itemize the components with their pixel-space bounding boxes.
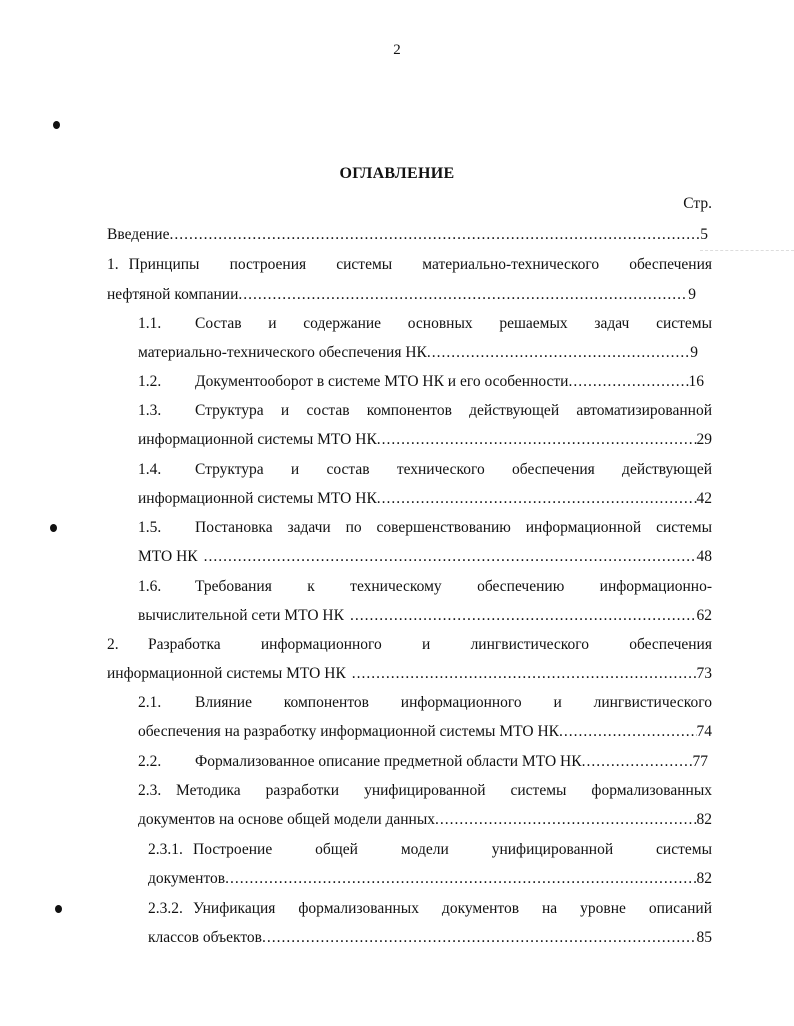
margin-bullet-icon [55,905,62,913]
toc-entry-page: 9 [688,286,696,303]
toc-entry-1-5-line2 [138,546,712,568]
dot-leader [225,868,696,890]
toc-entry-page: 42 [696,490,712,507]
toc-entry-2-3-2-line2 [148,927,712,949]
toc-entry-text: вычислительной сети МТО НК [138,607,344,624]
toc-entry-text: документов [148,870,226,887]
toc-entry-text: МТО НК [138,548,198,565]
margin-bullet-icon [50,524,57,532]
toc-entry-1-line1 [107,254,712,276]
dot-leader [568,371,688,393]
toc-entry-page: 82 [696,811,712,828]
toc-entry-text: Унификация формализованных документов на уровне описаний [193,900,712,917]
toc-entry-text: Постановка задачи по совершенствованию информационной системы [195,519,712,536]
toc-entry-text: Состав и содержание основных решаемых задач системы [195,315,712,332]
toc-entry-number: 2.2. [138,753,162,770]
toc-entry-number: 2.3.2. [148,900,183,917]
toc-entry-number: 1.2. [138,373,162,390]
dot-leader [352,663,697,685]
dot-leader [582,751,693,773]
toc-entry-page: 16 [688,373,704,390]
toc-entry-text: Формализованное описание предметной области МТО НК [195,753,582,770]
toc-entry-number: 1. [107,256,119,273]
dot-leader [377,488,697,510]
toc-entry-1-5-line1 [138,517,712,539]
toc-entry-page: 29 [696,431,712,448]
toc-entry-page: 82 [696,870,712,887]
page-number: 2 [393,42,401,58]
toc-entry-text: классов объектов [148,929,262,946]
toc-entry-text: Методика разработки унифицированной системы формализованных [176,782,712,799]
dot-leader [377,429,697,451]
toc-entry-number: 1.6. [138,578,162,595]
toc-entry-number: 1.5. [138,519,162,536]
toc-entry-number: 2.3.1. [148,841,183,858]
dot-leader [262,927,697,949]
toc-entry-page: 48 [696,548,712,565]
toc-entry-2-2 [138,751,708,773]
toc-entry-number: 2.1. [138,694,162,711]
toc-entry-2-line1 [107,634,712,656]
toc-entry-text: Структура и состав технического обеспечения действующей [195,461,712,478]
toc-entry-1-4-line2 [138,488,712,510]
toc-entry-text: Документооборот в системе МТО НК и его особенности [195,373,569,390]
toc-entry-number: 1.3. [138,402,162,419]
dot-leader [204,546,697,568]
toc-entry-text: Влияние компонентов информационного и лингвистического [195,694,712,711]
toc-entry-number: 2. [107,636,119,653]
scan-artifact [700,250,794,252]
toc-entry-page: 77 [692,753,708,770]
toc-entry-2-3-2-line1 [148,898,712,920]
toc-entry-page: 62 [696,607,712,624]
margin-bullet-icon [53,121,60,129]
toc-entry-text: Структура и состав компонентов действующей автоматизированной [195,402,712,419]
toc-entry-2-1-line2 [138,721,712,743]
toc-entry-1-4-line1 [138,459,712,481]
toc-entry-2-1-line1 [138,692,712,714]
toc-entry-text: документов на основе общей модели данных [138,811,436,828]
dot-leader [238,284,688,306]
dot-leader [350,605,697,627]
toc-entry-text: Принципы построения системы материально-технического обеспечения [128,256,712,273]
toc-entry-text: материально-технического обеспечения НК [138,344,427,361]
toc-entry-1-6-line1 [138,576,712,598]
toc-entry-1-line2 [107,284,696,306]
toc-entry-1-3-line2 [138,429,712,451]
toc-entry-text: Разработка информационного и лингвистического обеспечения [148,636,712,653]
toc-entry-text: Введение [107,226,170,243]
dot-leader [435,809,696,831]
toc-entry-number: 2.3. [138,782,162,799]
dot-leader [559,721,697,743]
toc-entry-number: 1.1. [138,315,162,332]
page-column-label: Стр. [683,195,712,212]
toc-entry-number: 1.4. [138,461,162,478]
toc-entry-1-6-line2 [138,605,712,627]
toc-entry-page: 73 [696,665,712,682]
dot-leader [169,224,700,246]
toc-entry-page: 85 [696,929,712,946]
toc-entry-1-2 [138,371,704,393]
toc-entry-page: 9 [690,344,698,361]
toc-heading: ОГЛАВЛЕНИЕ [339,165,455,182]
toc-entry-1-1-line1 [138,313,712,335]
toc-entry-text: нефтяной компании [107,286,239,303]
toc-entry-text: обеспечения на разработку информационной системы МТО НК [138,723,559,740]
toc-entry-1-3-line1 [138,400,712,422]
dot-leader [427,342,690,364]
toc-entry-page: 74 [696,723,712,740]
toc-entry-intro [107,224,708,246]
toc-entry-2-line2 [107,663,712,685]
toc-entry-1-1-line2 [138,342,698,364]
toc-entry-text: информационной системы МТО НК [138,490,377,507]
toc-entry-text: информационной системы МТО НК [107,665,346,682]
toc-entry-text: Требования к техническому обеспечению информационно- [195,578,712,595]
toc-entry-2-3-line1 [138,780,712,802]
toc-entry-page: 5 [700,226,708,243]
toc-entry-2-3-1-line2 [148,868,712,890]
toc-entry-2-3-1-line1 [148,839,712,861]
toc-entry-2-3-line2 [138,809,712,831]
toc-entry-text: Построение общей модели унифицированной системы [193,841,712,858]
toc-entry-text: информационной системы МТО НК [138,431,377,448]
